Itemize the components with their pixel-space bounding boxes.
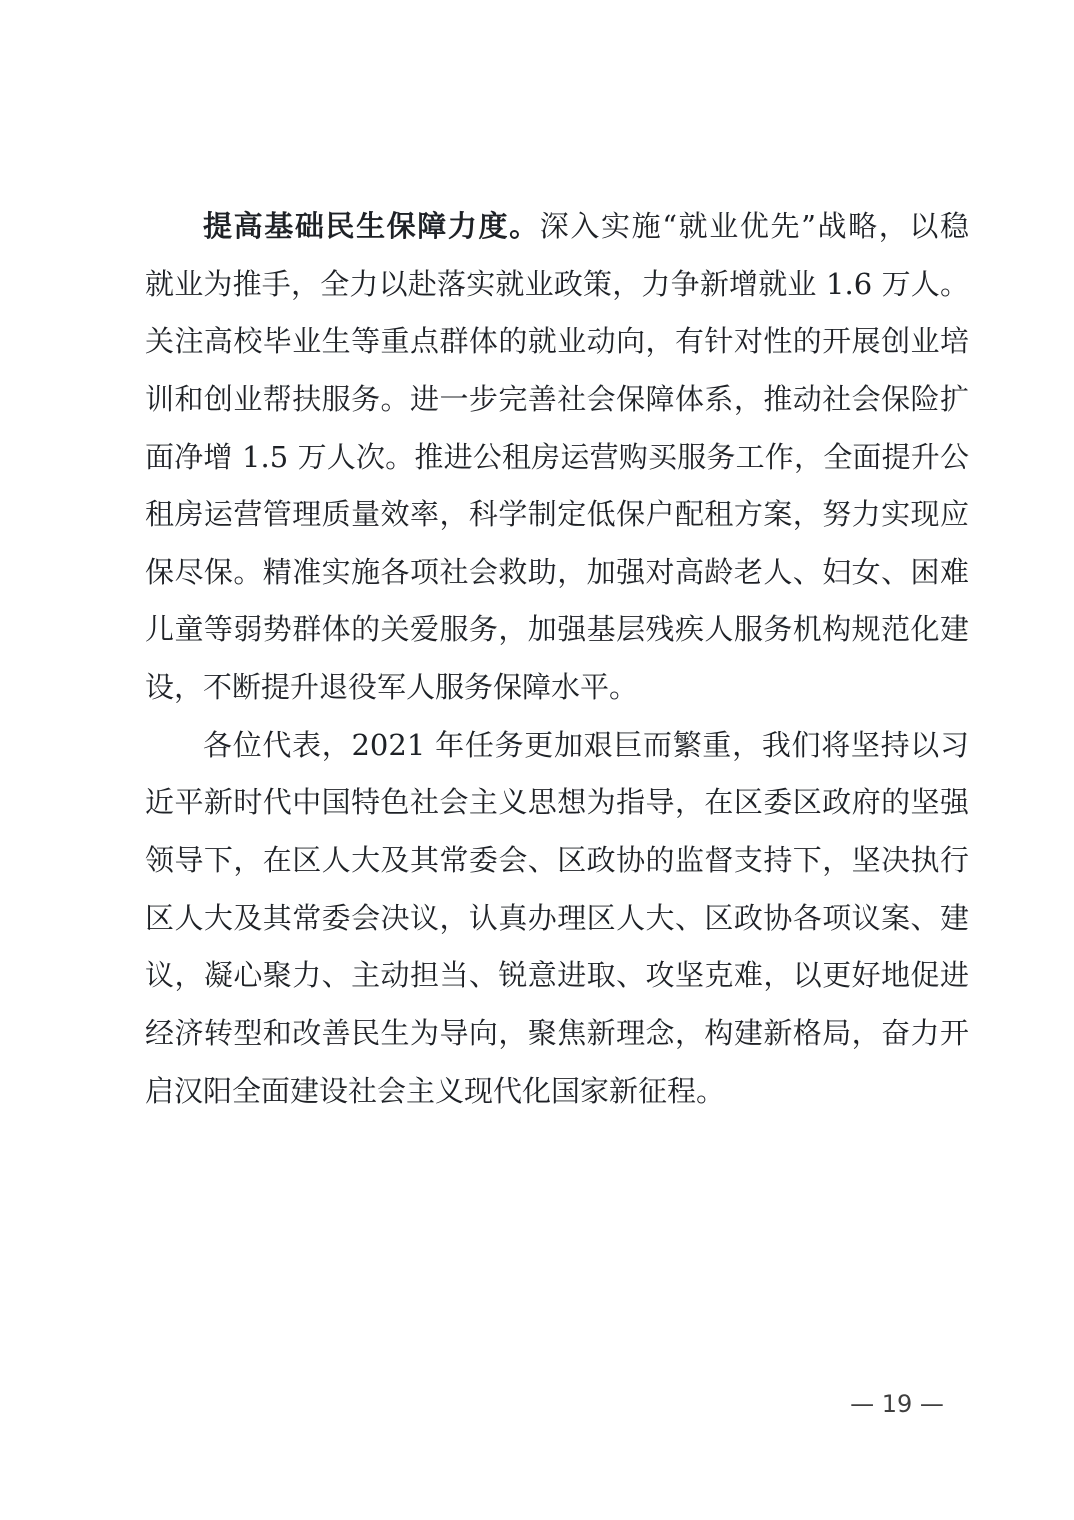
text-segment: 深入实施“就业优先”战略，以稳 [539,209,969,243]
text-line: 经济转型和改善民生为导向，聚焦新理念，构建新格局，奋力开 [145,1015,969,1050]
text-line: 面净增 1.5 万人次。推进公租房运营购买服务工作，全面提升公 [145,439,969,474]
text-line: 各位代表，2021 年任务更加艰巨而繁重，我们将坚持以习 [203,727,969,762]
page-number: — 19 — [850,1390,944,1418]
text-line: 近平新时代中国特色社会主义思想为指导，在区委区政府的坚强 [145,785,969,820]
text-line [145,198,969,256]
text-line: 启汉阳全面建设社会主义现代化国家新征程。 [145,1073,726,1108]
text-line: 议，凝心聚力、主动担当、锐意进取、攻坚克难，以更好地促进 [145,958,969,993]
text-line: 领导下，在区人大及其常委会、区政协的监督支持下，坚决执行 [145,843,969,878]
text-line: 租房运营管理质量效率，科学制定低保户配租方案，努力实现应 [145,497,969,532]
text-line: 设，不断提升退役军人服务保障水平。 [145,670,639,705]
text-line: 区人大及其常委会决议，认真办理区人大、区政协各项议案、建 [145,900,969,935]
text-line: 关注高校毕业生等重点群体的就业动向，有针对性的开展创业培 [145,324,969,359]
text-line: 训和创业帮扶服务。进一步完善社会保障体系，推动社会保险扩 [145,381,969,416]
text-line: 保尽保。精准实施各项社会救助，加强对高龄老人、妇女、困难 [145,554,969,589]
text-line: 儿童等弱势群体的关爱服务，加强基层残疾人服务机构规范化建 [145,612,969,647]
paragraph-lead-bold: 提高基础民生保障力度。 [203,209,540,243]
text-line: 就业为推手，全力以赴落实就业政策，力争新增就业 1.6 万人。 [145,266,969,301]
body-text [145,198,969,1120]
